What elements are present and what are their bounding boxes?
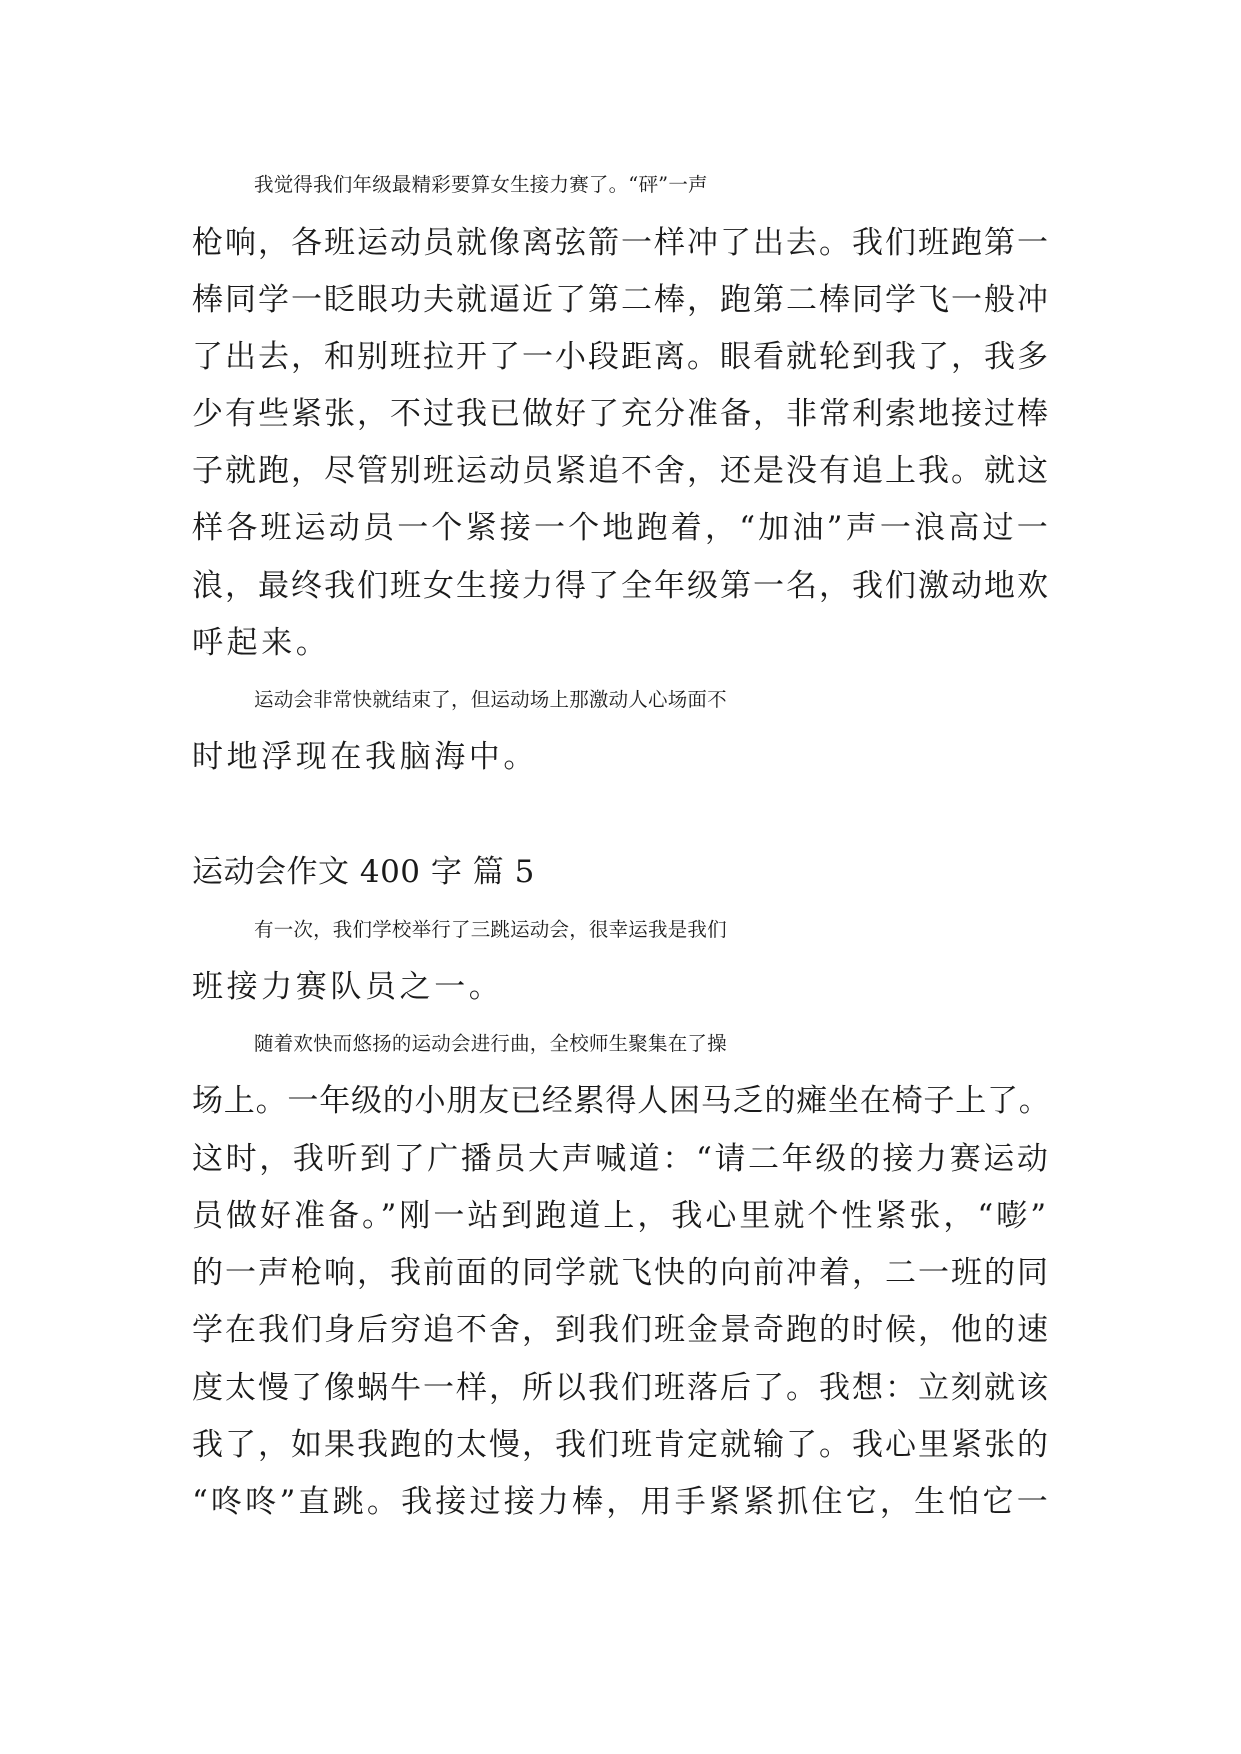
text-line: 枪响，各班运动员就像离弦箭一样冲了出去。我们班跑第一: [192, 225, 1050, 261]
text-line: 我了，如果我跑的太慢，我们班肯定就输了。我心里紧张的: [192, 1427, 1050, 1463]
text-line: “咚咚”直跳。我接过接力棒，用手紧紧抓住它，生怕它一: [192, 1484, 1051, 1520]
text-line: 员做好准备。”刚一站到跑道上，我心里就个性紧张，“嘭”: [192, 1198, 1050, 1234]
text-line: 场上。一年级的小朋友已经累得人困马乏的瘫坐在椅子上了。: [192, 1083, 1051, 1119]
text-line: 时地浮现在我脑海中。: [192, 739, 538, 775]
text-line: 随着欢快而悠扬的运动会进行曲，全校师生聚集在了操: [254, 1032, 727, 1055]
text-line: 棒同学一眨眼功夫就逼近了第二棒，跑第二棒同学飞一般冲: [192, 282, 1050, 318]
text-line: 的一声枪响，我前面的同学就飞快的向前冲着，二一班的同: [192, 1255, 1050, 1291]
text-line: 样各班运动员一个紧接一个地跑着，“加油”声一浪高过一: [192, 510, 1051, 546]
text-line: 我觉得我们年级最精彩要算女生接力赛了。“砰”一声: [254, 173, 708, 196]
text-line: 这时，我听到了广播员大声喊道：“请二年级的接力赛运动: [192, 1141, 1051, 1177]
text-line: 呼起来。: [192, 625, 331, 661]
text-line: 了出去，和别班拉开了一小段距离。眼看就轮到我了，我多: [192, 339, 1050, 375]
text-line: 浪，最终我们班女生接力得了全年级第一名，我们激动地欢: [192, 568, 1050, 604]
section-heading: 运动会作文 400 字 篇 5: [192, 854, 535, 890]
text-line: 运动会非常快就结束了，但运动场上那激动人心场面不: [254, 688, 727, 711]
text-line: 度太慢了像蜗牛一样，所以我们班落后了。我想：立刻就该: [192, 1370, 1050, 1406]
text-line: 班接力赛队员之一。: [192, 969, 504, 1005]
text-line: 少有些紧张，不过我已做好了充分准备，非常利索地接过棒: [192, 396, 1050, 432]
text-line: 学在我们身后穷追不舍，到我们班金景奇跑的时候，他的速: [192, 1312, 1050, 1348]
text-line: 有一次，我们学校举行了三跳运动会，很幸运我是我们: [254, 918, 727, 941]
text-line: 子就跑，尽管别班运动员紧追不舍，还是没有追上我。就这: [192, 453, 1050, 489]
